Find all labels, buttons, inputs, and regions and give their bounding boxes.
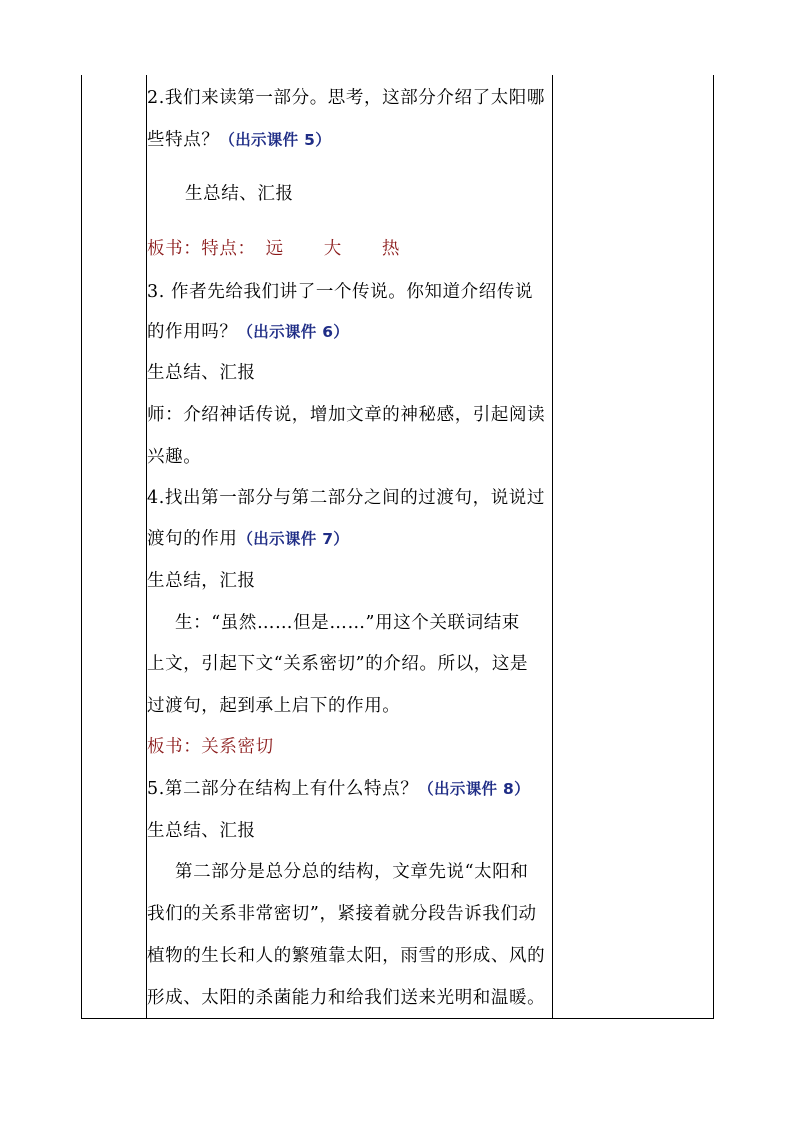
question-5-line-1 [147,778,530,800]
courseware-note-6: （出示课件 6） [237,323,350,341]
student-answer-line-1: 生：“虽然……但是……”用这个关联词结束 [175,613,520,633]
board-item-far: 远 [265,239,284,259]
question-2-line-2 [147,129,331,151]
answer-4: 生总结，汇报 [147,571,256,591]
question-4-line-2 [147,528,349,550]
table-divider-2 [552,75,553,1019]
paragraph-line-4: 形成、太阳的杀菌能力和给我们送来光明和温暖。 [147,988,546,1008]
question-4-text: 渡句的作用 [147,529,238,549]
paragraph-line-1: 第二部分是总分总的结构，文章先说“太阳和 [175,862,529,882]
table-border-bottom [81,1018,714,1019]
courseware-note-8: （出示课件 8） [418,780,530,798]
paragraph-line-2: 我们的关系非常密切”，紧接着就分段告诉我们动 [147,904,537,924]
question-3-text: 的作用吗？ [147,322,238,342]
student-answer-line-3: 过渡句，起到承上启下的作用。 [147,696,401,716]
answer-5: 生总结、汇报 [147,821,256,841]
table-border-left [81,75,82,1019]
student-answer-line-2: 上文，引起下文“关系密切”的介绍。所以，这是 [147,654,529,674]
board-item-hot: 热 [381,239,400,259]
teacher-note-line-1: 师：介绍神话传说，增加文章的神秘感，引起阅读 [147,405,546,425]
question-5-text: 5.第二部分在结构上有什么特点？ [147,779,419,799]
paragraph-line-3: 植物的生长和人的繁殖靠太阳，雨雪的形成、风的 [147,946,546,966]
table-border-right [713,75,714,1019]
board-label-features: 板书：特点： [147,239,256,259]
board-notes-features [147,238,400,260]
question-3-line-2 [147,321,349,343]
question-2-text: 些特点？ [147,130,220,150]
question-2-line-1: 2.我们来读第一部分。思考，这部分介绍了太阳哪 [147,88,545,108]
teacher-note-line-2: 兴趣。 [147,447,202,467]
question-3-line-1: 3. 作者先给我们讲了一个传说。你知道介绍传说 [147,282,534,302]
question-4-line-1: 4.找出第一部分与第二部分之间的过渡句，说说过 [147,488,545,508]
board-item-big: 大 [323,239,342,259]
answer-2: 生总结、汇报 [185,184,294,204]
answer-3: 生总结、汇报 [147,363,256,383]
board-notes-relation: 板书：关系密切 [147,737,274,757]
courseware-note-5: （出示课件 5） [219,131,331,149]
courseware-note-7: （出示课件 7） [237,530,350,548]
